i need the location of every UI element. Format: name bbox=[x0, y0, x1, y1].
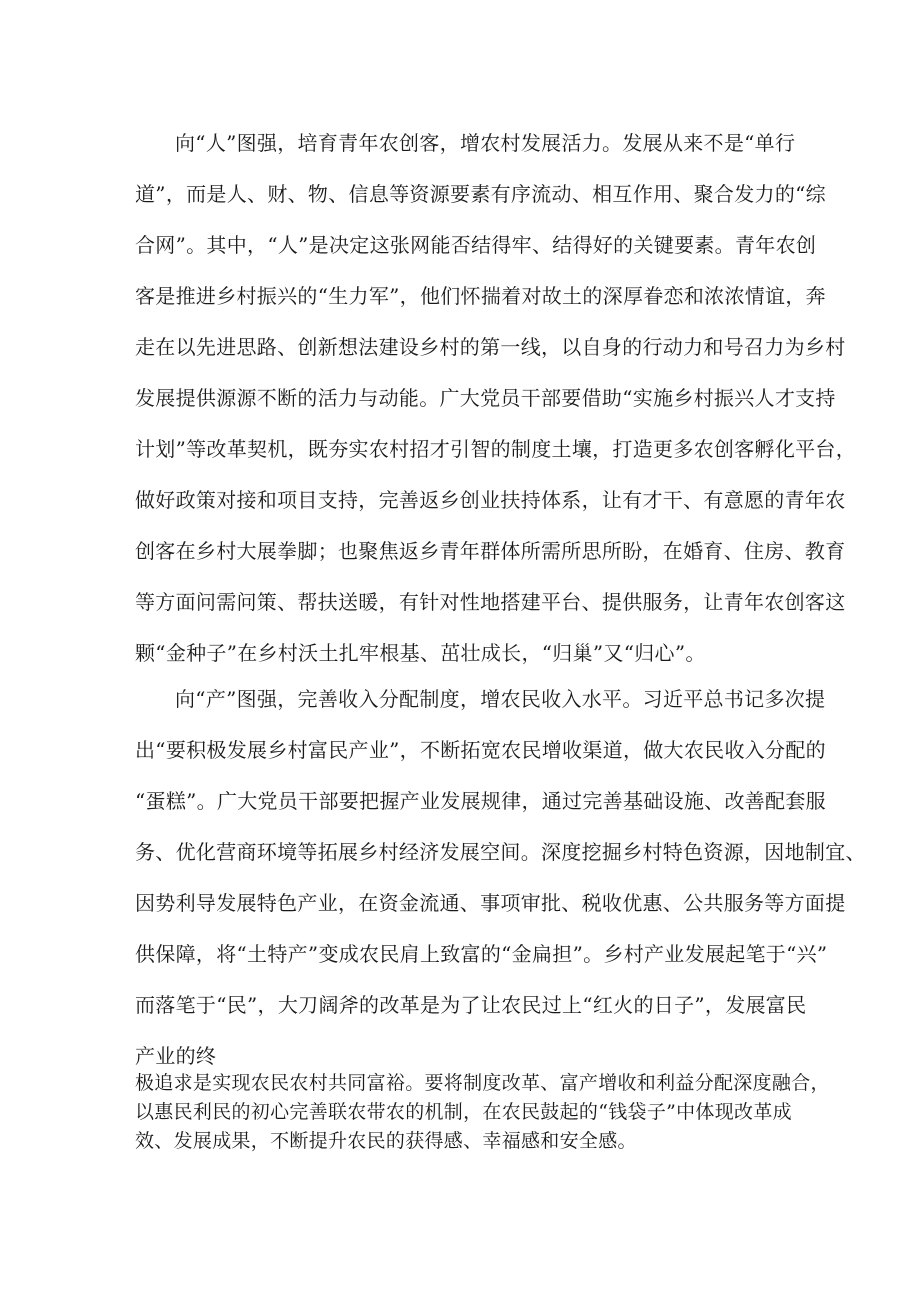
text-line: 因势利导发展特色产业，在资金流通、事项审批、税收优惠、公共服务等方面提 bbox=[135, 891, 846, 915]
text-line: 供保障，将“土特产”变成农民肩上致富的“金扁担”。乡村产业发展起笔于“兴” bbox=[135, 942, 828, 966]
text-line: 客是推进乡村振兴的“生力军”，他们怀揣着对故土的深厚眷恋和浓浓情谊，奔 bbox=[135, 284, 826, 308]
paragraph-continuation bbox=[135, 1069, 830, 1156]
text-line: 出“要积极发展乡村富民产业”，不断拓宽农民增收渠道，做大农民收入分配的 bbox=[135, 738, 826, 762]
text-line: 颗“金种子”在乡村沃土扎牢根基、茁壮成长，“归巢”又“归心”。 bbox=[135, 641, 706, 665]
text-line: 向“人”图强，培育青年农创客，增农村发展活力。发展从来不是“单行 bbox=[175, 131, 796, 155]
text-line: 而落笔于“民”，大刀阔斧的改革是为了让农民过上“红火的日子”，发展富民 bbox=[135, 993, 807, 1017]
paragraph-industry bbox=[135, 674, 866, 1082]
text-line: 做好政策对接和项目支持，完善返乡创业扶持体系，让有才干、有意愿的青年农 bbox=[135, 488, 846, 512]
text-line: 产业的终 bbox=[135, 1044, 217, 1068]
text-line: 极追求是实现农民农村共同富裕。要将制度改革、富产增收和利益分配深度融合， bbox=[135, 1072, 830, 1094]
text-line: 向“产”图强，完善收入分配制度，增农民收入水平。习近平总书记多次提 bbox=[175, 687, 826, 711]
text-line: 计划”等改革契机，既夯实农村招才引智的制度土壤，打造更多农创客孵化平台， bbox=[135, 437, 857, 461]
text-line: 道”，而是人、财、物、信息等资源要素有序流动、相互作用、聚合发力的“综 bbox=[135, 182, 826, 206]
text-line: 创客在乡村大展拳脚；也聚焦返乡青年群体所需所思所盼，在婚育、住房、教育 bbox=[135, 539, 846, 563]
text-line: 合网”。其中，“人”是决定这张网能否结得牢、结得好的关键要素。青年农创 bbox=[135, 233, 817, 257]
text-line: 效、发展成果，不断提升农民的获得感、幸福感和安全感。 bbox=[135, 1130, 637, 1152]
text-line: 以惠民利民的初心完善联农带农的机制，在农民鼓起的“钱袋子”中体现改革成 bbox=[135, 1101, 792, 1123]
text-line: 发展提供源源不断的活力与动能。广大党员干部要借助“实施乡村振兴人才支持 bbox=[135, 386, 836, 410]
text-line: 务、优化营商环境等拓展乡村经济发展空间。深度挖掘乡村特色资源，因地制宜、 bbox=[135, 840, 866, 864]
text-line: 等方面问需问策、帮扶送暖，有针对性地搭建平台、提供服务，让青年农创客这 bbox=[135, 590, 846, 614]
text-line: “蛋糕”。广大党员干部要把握产业发展规律，通过完善基础设施、改善配套服 bbox=[135, 789, 826, 813]
paragraph-talent bbox=[135, 118, 857, 679]
text-line: 走在以先进思路、创新想法建设乡村的第一线，以自身的行动力和号召力为乡村 bbox=[135, 335, 846, 359]
